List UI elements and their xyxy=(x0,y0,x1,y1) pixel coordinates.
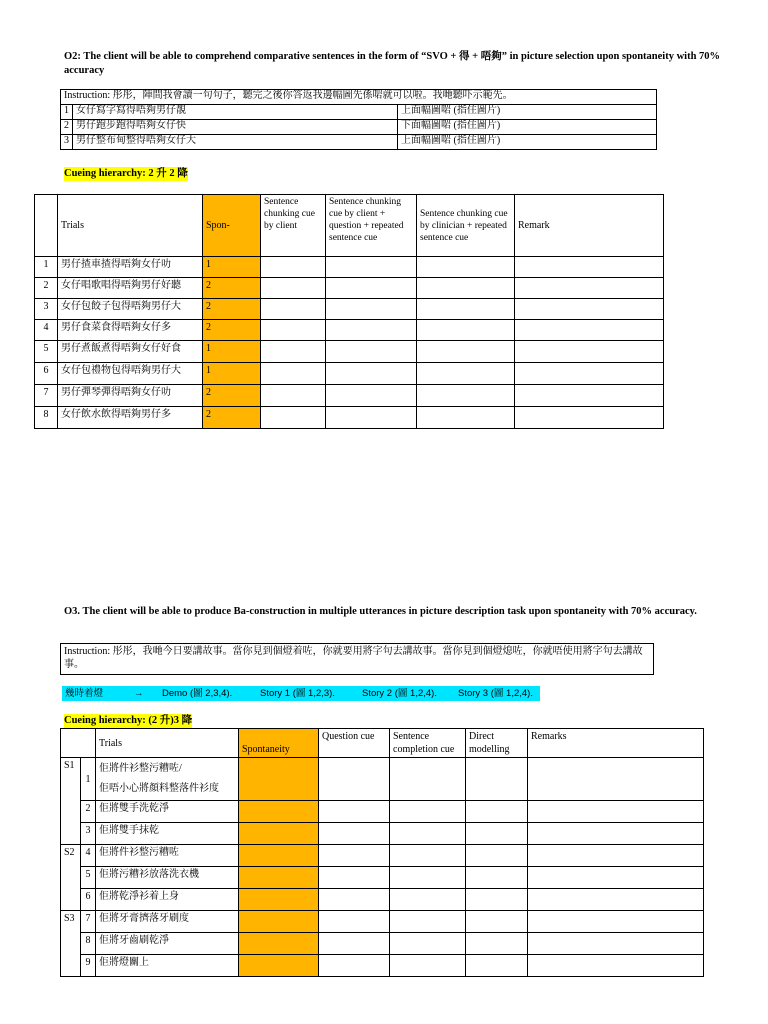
trial-row xyxy=(35,320,664,341)
instruction-row xyxy=(61,135,657,150)
item-number: 1 xyxy=(61,105,73,120)
trial-number: 5 xyxy=(81,867,96,889)
trial-sentence: 佢將燈關上 xyxy=(96,955,239,977)
spon-score: 1 xyxy=(203,363,261,385)
spon-score: 1 xyxy=(203,257,261,278)
header-question-cue: Question cue xyxy=(319,729,390,758)
item-answer: 上面幅圖啱 (指住圖片) xyxy=(398,135,657,150)
trial-row xyxy=(61,845,704,867)
trial-sentence: 佢將牙膏擠落牙刷度 xyxy=(96,911,239,933)
o3-cueing-hierarchy: Cueing hierarchy: (2 升)3 降 xyxy=(64,715,193,726)
trial-number: 3 xyxy=(35,299,58,320)
instruction-row xyxy=(61,120,657,135)
trial-number: 7 xyxy=(35,385,58,407)
trial-row xyxy=(35,278,664,299)
item-number: 3 xyxy=(61,135,73,150)
header-cue-1: Sentence chunking cue by client xyxy=(261,195,326,257)
trial-sentence: 女仔包禮物包得唔夠男仔大 xyxy=(58,363,203,385)
trial-sentence: 男仔食菜食得唔夠女仔多 xyxy=(58,320,203,341)
trial-number: 4 xyxy=(35,320,58,341)
trial-sentence: 佢將乾淨衫着上身 xyxy=(96,889,239,911)
item-answer: 下面幅圖啱 (指住圖片) xyxy=(398,120,657,135)
trial-number: 3 xyxy=(81,823,96,845)
trial-sentence: 佢將雙手洗乾淨 xyxy=(96,801,239,823)
trial-sentence: 男仔彈琴彈得唔夠女仔叻 xyxy=(58,385,203,407)
story-label: S2 xyxy=(61,845,81,911)
header-completion-cue: Sentence completion cue xyxy=(390,729,466,758)
instruction-row xyxy=(61,105,657,120)
o2-instruction: Instruction: 彤彤，陣間我會讀一句句子，聽完之後你答返我邊幅圖先係啱就可以啦。我哋聽吓示範先。 xyxy=(61,90,657,105)
header-direct-modelling: Direct modelling xyxy=(466,729,528,758)
spon-score: 2 xyxy=(203,278,261,299)
header-spontaneity: Spontaneity xyxy=(239,729,319,758)
spon-score: 2 xyxy=(203,320,261,341)
header-remarks: Remarks xyxy=(528,729,704,758)
trial-number: 6 xyxy=(35,363,58,385)
header-spon: Spon- xyxy=(203,195,261,257)
item-sentence: 男仔整布甸整得唔夠女仔大 xyxy=(73,135,398,150)
demo-label: Demo (圖 2,3,4). xyxy=(162,688,233,699)
trial-row xyxy=(35,257,664,278)
trial-number: 5 xyxy=(35,341,58,363)
trial-number: 8 xyxy=(81,933,96,955)
item-sentence: 男仔跑步跑得唔夠女仔快 xyxy=(73,120,398,135)
item-answer: 上面幅圖啱 (指住圖片) xyxy=(398,105,657,120)
o3-instruction: Instruction: 彤彤，我哋今日要講故事。當你見到個燈着咗，你就要用將字句去講故事。當你見到個燈熄咗，你就唔使用將字句去講故事。 xyxy=(61,644,654,675)
header-trials: Trials xyxy=(96,729,239,758)
o3-trials-table xyxy=(60,728,704,977)
trial-row xyxy=(61,823,704,845)
trial-row xyxy=(61,933,704,955)
trial-sentence: 佢將件衫整污糟咗 xyxy=(96,845,239,867)
trial-sentence: 女仔唱歌唱得唔夠男仔好聽 xyxy=(58,278,203,299)
arrow-icon: → xyxy=(134,688,144,699)
o3-instruction-table xyxy=(60,643,654,675)
trial-row xyxy=(35,363,664,385)
header-remark: Remark xyxy=(515,195,664,257)
spon-score: 2 xyxy=(203,385,261,407)
trial-sentence: 女仔包餃子包得唔夠男仔大 xyxy=(58,299,203,320)
trial-row xyxy=(61,889,704,911)
trial-sentence: 佢將污糟衫放落洗衣機 xyxy=(96,867,239,889)
trial-sentence xyxy=(96,758,239,801)
trial-line: 佢唔小心將顏料整落件衫度 xyxy=(99,783,219,794)
o2-instruction-table xyxy=(60,89,657,150)
trial-sentence: 女仔飲水飲得唔夠男仔多 xyxy=(58,407,203,429)
trial-row xyxy=(35,299,664,320)
trial-row xyxy=(61,911,704,933)
trial-number: 9 xyxy=(81,955,96,977)
trial-number: 1 xyxy=(81,758,96,801)
story-label: S1 xyxy=(61,758,81,845)
trial-row xyxy=(61,867,704,889)
item-sentence: 女仔寫字寫得唔夠男仔靚 xyxy=(73,105,398,120)
header-cue-2: Sentence chunking cue by client + question + repeated sentence cue xyxy=(326,195,417,257)
o2-cueing-hierarchy: Cueing hierarchy: 2 升 2 降 xyxy=(64,168,188,179)
trial-row xyxy=(35,341,664,363)
trial-sentence: 男仔煮飯煮得唔夠女仔好食 xyxy=(58,341,203,363)
trial-row xyxy=(35,407,664,429)
o3-timing-legend xyxy=(62,686,540,701)
o3-objective: O3. The client will be able to produce Ba-construction in multiple utterances in picture description task upon spontaneity with 70% accuracy. xyxy=(64,606,697,617)
timing-label: 幾時着燈 xyxy=(65,688,104,699)
header-cue-3: Sentence chunking cue by clinician + repeated sentence cue xyxy=(417,195,515,257)
trial-number: 6 xyxy=(81,889,96,911)
spon-score: 2 xyxy=(203,299,261,320)
trial-sentence: 佢將牙齒刷乾淨 xyxy=(96,933,239,955)
trial-number: 7 xyxy=(81,911,96,933)
trial-number: 1 xyxy=(35,257,58,278)
trial-number: 8 xyxy=(35,407,58,429)
header-trials: Trials xyxy=(58,195,203,257)
trial-row xyxy=(61,801,704,823)
story-1-label: Story 1 (圖 1,2,3). xyxy=(260,688,335,699)
trial-number: 2 xyxy=(35,278,58,299)
trial-number: 4 xyxy=(81,845,96,867)
trial-line: 佢將件衫整污糟咗/ xyxy=(99,763,182,774)
spon-score: 2 xyxy=(203,407,261,429)
story-label: S3 xyxy=(61,911,81,977)
trial-row xyxy=(35,385,664,407)
o2-objective: O2: The client will be able to comprehend comparative sentences in the form of “SVO + 得 + 唔夠” in picture selection upon spontaneity with 70% accuracy xyxy=(64,51,721,76)
story-3-label: Story 3 (圖 1,2,4). xyxy=(458,688,533,699)
spon-score: 1 xyxy=(203,341,261,363)
trial-sentence: 佢將雙手抹乾 xyxy=(96,823,239,845)
trial-row xyxy=(61,758,704,801)
trial-row xyxy=(61,955,704,977)
trial-number: 2 xyxy=(81,801,96,823)
trial-sentence: 男仔揸車揸得唔夠女仔叻 xyxy=(58,257,203,278)
item-number: 2 xyxy=(61,120,73,135)
o2-trials-table xyxy=(34,194,664,429)
story-2-label: Story 2 (圖 1,2,4). xyxy=(362,688,437,699)
